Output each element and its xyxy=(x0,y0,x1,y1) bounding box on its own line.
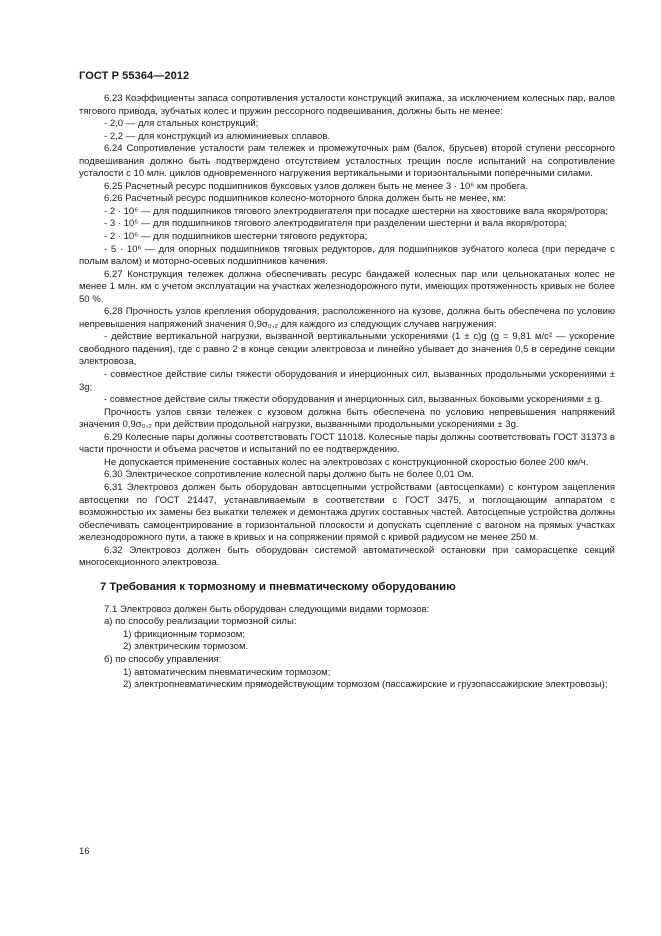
list-item: - 2 · 10⁶ — для подшипников тягового электродвигателя при посадке шестерни на хвостовике вала якоря/ротора; xyxy=(104,205,609,217)
list-item: б) по способу управления: xyxy=(104,653,222,665)
list-item: - совместное действие силы тяжести оборудования и инерционных сил, вызванных боковыми ускорениями ± g. xyxy=(104,394,603,406)
list-item: 1) фрикционным тормозом; xyxy=(123,628,245,640)
clause-6-30: 6.30 Электрическое сопротивление колесной пары должно быть не более 0,01 Ом. xyxy=(104,469,474,481)
clause-6-32: 6.32 Электровоз должен быть оборудован системой автоматической остановки при саморасцепке секций многосекционного электровоза. xyxy=(79,544,615,569)
list-item: - действие вертикальной нагрузки, вызванной вертикальными ускорениями (1 ± c)g (g = 9,81 м/с² — ускорение свободного падения), где c равно 2 в конце секции электровоза и линейно убывает до значения 0,5 в середине секции электровоза, xyxy=(79,331,615,368)
list-item: а) по способу реализации тормозной силы: xyxy=(104,616,297,628)
document-header: ГОСТ Р 55364—2012 xyxy=(79,70,190,82)
list-item: 1) автоматическим пневматическим тормозом; xyxy=(123,666,331,678)
list-item: 2) электрическим тормозом. xyxy=(123,641,249,653)
clause-6-27: 6.27 Конструкция тележек должна обеспечивать ресурс бандажей колесных пар или цельнокатаных колес не менее 1 млн. км с учетом эксплуатации на участках железнодорожного пути, имеющих протяженность кривых не более 50 %. xyxy=(79,268,615,305)
document-body xyxy=(79,93,615,692)
clause-6-28: 6.28 Прочность узлов крепления оборудования, расположенного на кузове, должна быть обеспечена по условию непревышения напряжений значения 0,9σ₀,₂ для каждого из следующих случаев нагружения: xyxy=(79,306,615,330)
list-item: 2) электропневматическим прямодействующим тормозом (пассажирские и грузопассажирские электровозы); xyxy=(123,679,608,691)
list-item: - 3 · 10⁶ — для подшипников тягового электродвигателя при разделении шестерни и вала якоря/ротора; xyxy=(104,218,568,230)
page-number: 16 xyxy=(79,846,90,857)
section-7-heading: 7 Требования к тормозному и пневматическому оборудованию xyxy=(100,580,456,593)
clause-6-24: 6.24 Сопротивление усталости рам тележек и промежуточных рам (балок, брусьев) второй ступени рессорного подвешивания должно быть подтверждено отсутствием усталостных трещин после испытаний на сопротивление усталости с 10 млн. циклов одновременного нагружения вертикальными и горизонтальными поперечными силами. xyxy=(79,143,615,180)
paragraph: Прочность узлов связи тележек с кузовом должна быть обеспечена по условию непревышения напряжений значения 0,9σ₀,₂ при действии продольной нагрузки, вызванными продольными ускорениями ± 3g. xyxy=(79,406,615,431)
list-item: - 2,2 — для конструкций из алюминиевых сплавов. xyxy=(104,130,331,142)
clause-6-23: 6.23 Коэффициенты запаса сопротивления усталости конструкций экипажа, за исключением колесных пар, валов тягового привода, зубчатых колес и пружин рессорного подвешивания, должны быть не менее: xyxy=(79,93,615,117)
list-item: - 2,0 — для стальных конструкций; xyxy=(104,118,259,130)
clause-7-1: 7.1 Электровоз должен быть оборудован следующими видами тормозов: xyxy=(104,603,430,615)
list-item: - совместное действие силы тяжести оборудования и инерционных сил, вызванных продольными ускорениями ± 3g; xyxy=(79,369,615,393)
clause-6-25: 6.25 Расчетный ресурс подшипников буксовых узлов должен быть не менее 3 · 10⁶ км пробега. xyxy=(104,180,528,192)
clause-6-31: 6.31 Электровоз должен быть оборудован автосцепными устройствами (автосцепками) с контуром зацепления автосцепки по ГОСТ 21447, устанавливаемым в соответствии с ГОСТ 3475, и поглощающим аппаратом с возможностью их замены без выкатки тележек и демонтажа других составных частей. Автосцепные устройства должны обеспечивать самоцентрирование в горизонтальной плоскости и допускать сцепление с вагоном на прямых участках железнодорожного пути, а также в кривых и на сопряжении прямой с кривой радиусом не менее 250 м. xyxy=(79,481,615,544)
list-item: - 5 · 10⁶ — для опорных подшипников тяговых редукторов, для подшипников зубчатого колеса (при передаче с полым валом) и моторно-осевых подшипников качения. xyxy=(79,243,615,268)
list-item: - 2 · 10⁶ — для подшипников шестерни тягового редуктора; xyxy=(104,231,368,243)
clause-6-26: 6.26 Расчетный ресурс подшипников колесно-моторного блока должен быть не менее, км: xyxy=(104,193,506,205)
clause-6-29: 6.29 Колесные пары должны соответствовать ГОСТ 11018. Колесные пары должны соответствовать ГОСТ 31373 в части прочности и объема расчетов и испытаний по ее подтверждению. xyxy=(79,431,615,456)
paragraph: Не допускается применение составных колес на электровозах с конструкционной скоростью более 200 км/ч. xyxy=(104,456,589,468)
